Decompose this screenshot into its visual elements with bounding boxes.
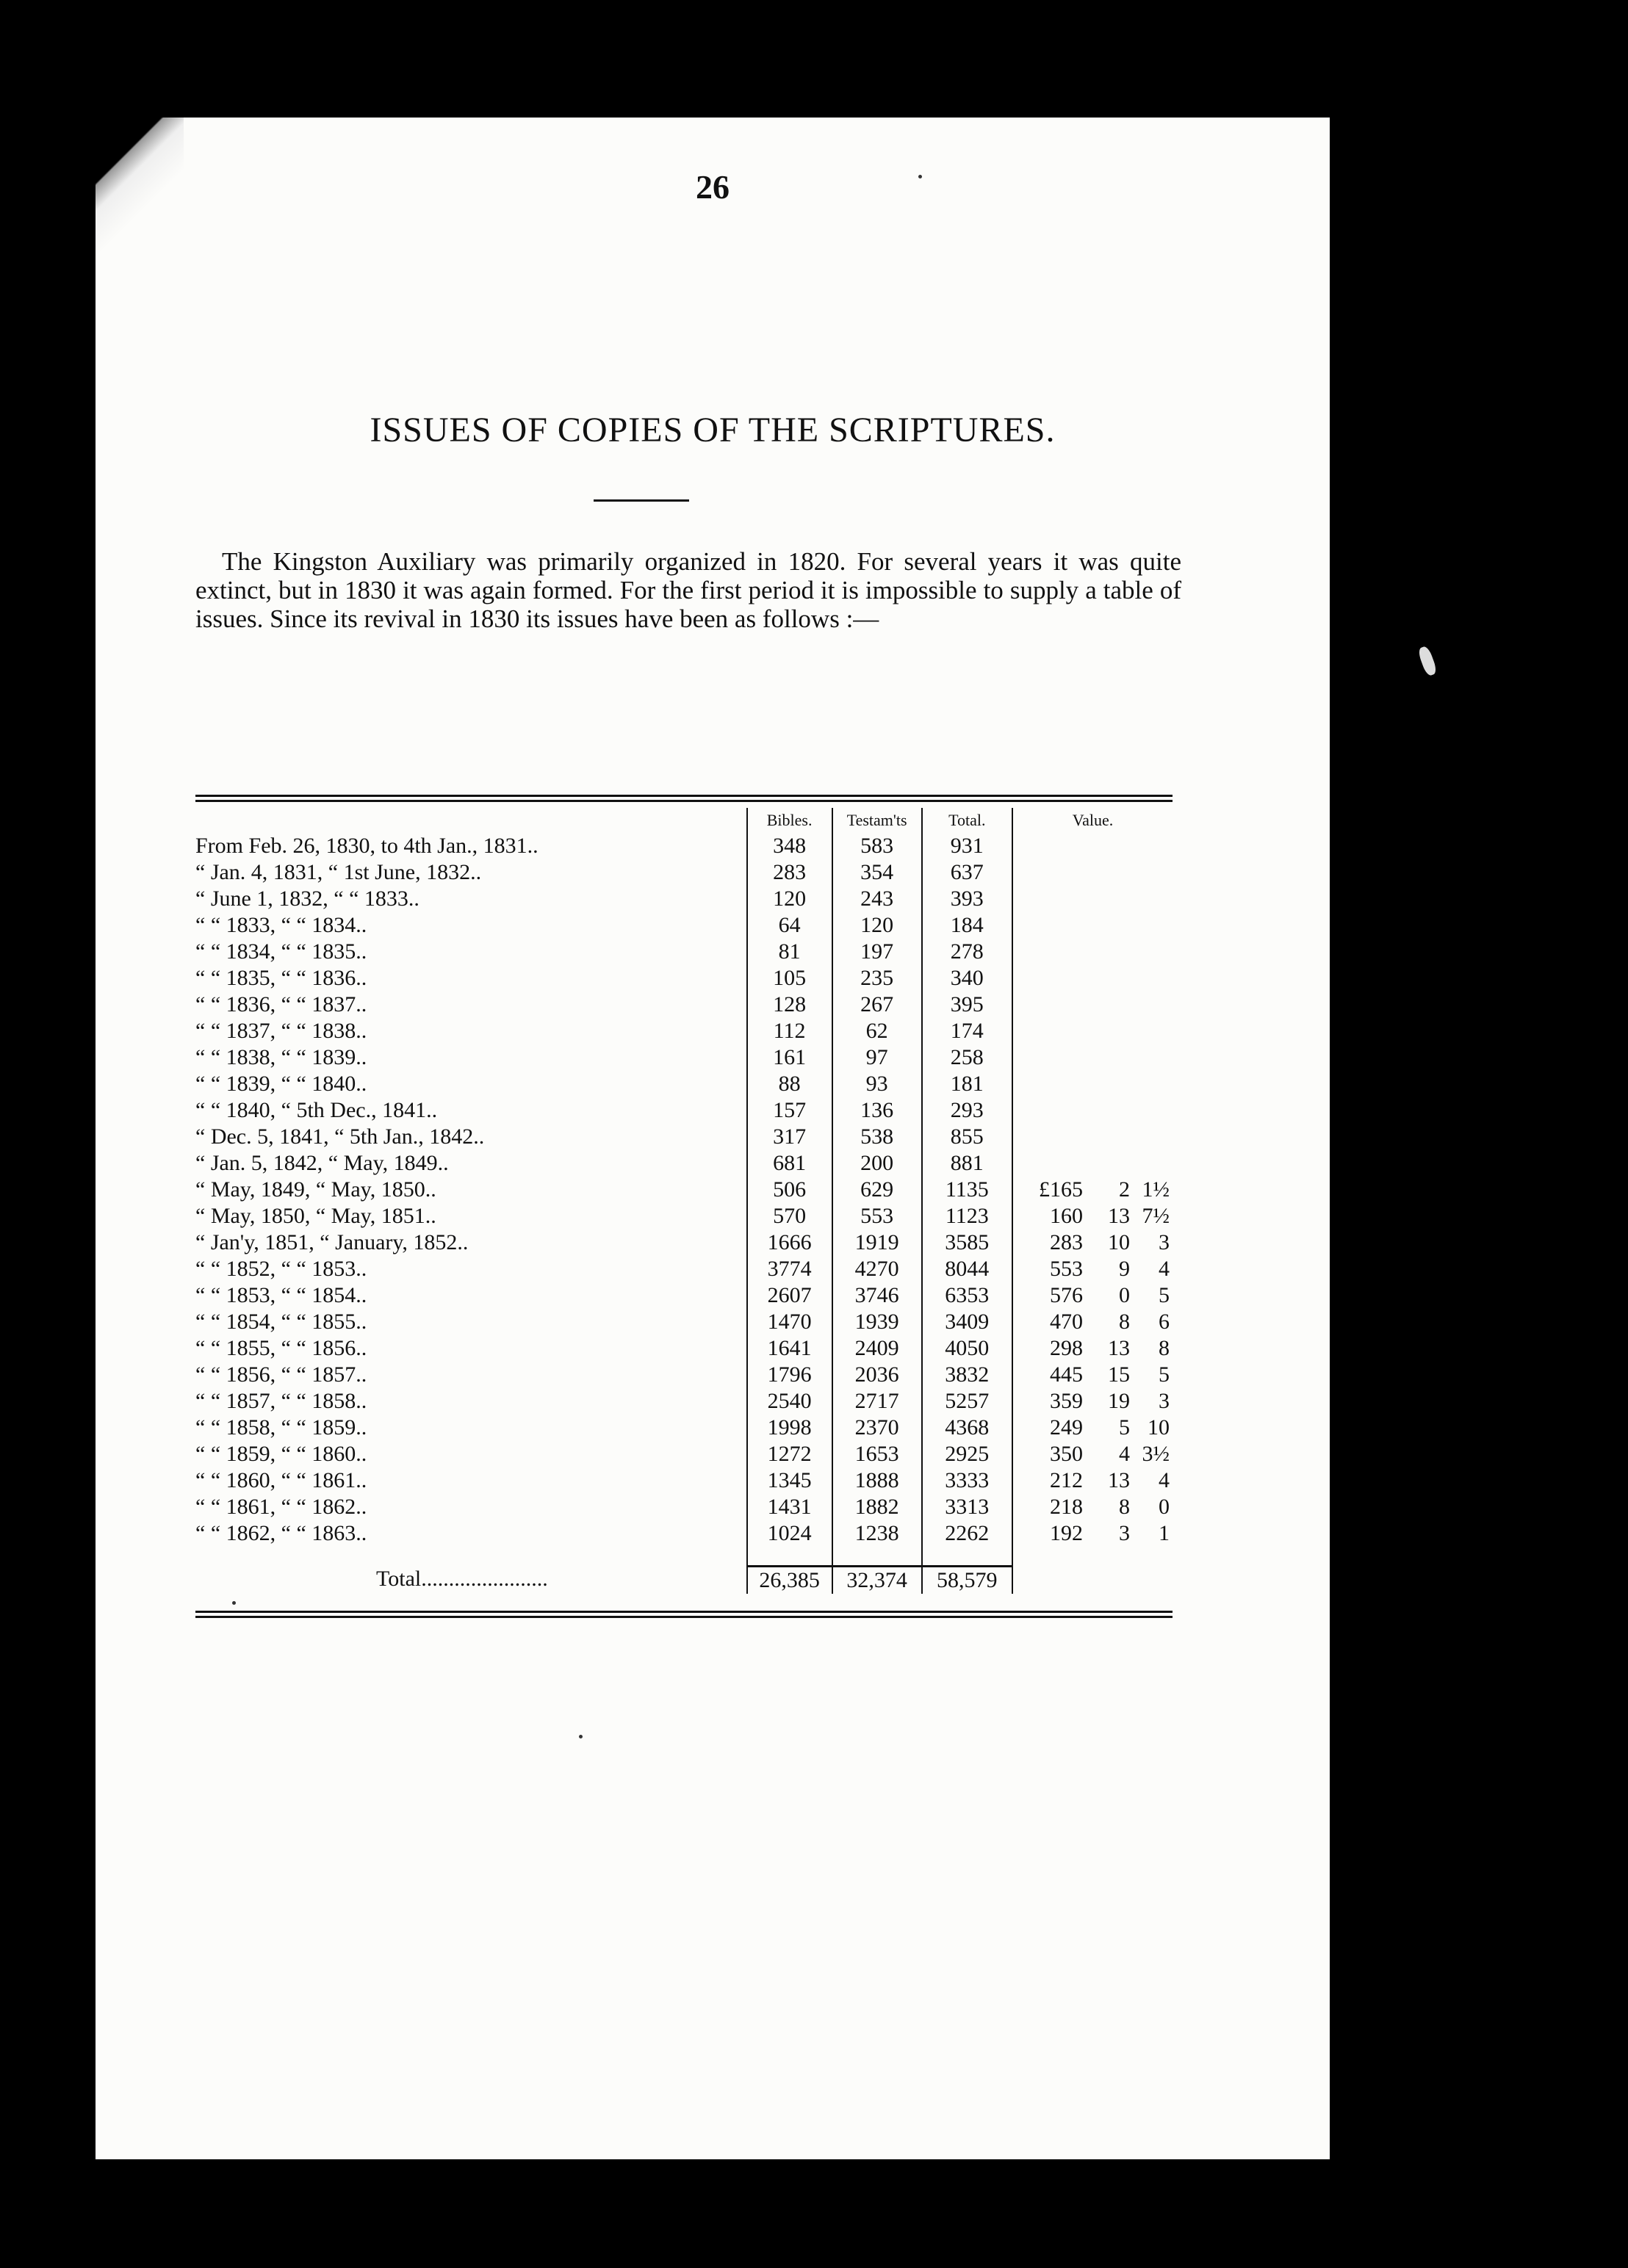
value-pounds: 553 xyxy=(1050,1257,1083,1281)
value-cell xyxy=(1012,1282,1173,1309)
value-pence: 3½ xyxy=(1142,1442,1170,1466)
value-shillings: 5 xyxy=(1119,1415,1130,1440)
bibles-cell: 120 xyxy=(747,886,832,912)
total-cell: 184 xyxy=(922,912,1012,939)
value-cell xyxy=(1012,1441,1173,1467)
total-cell: 6353 xyxy=(922,1282,1012,1309)
value-amount xyxy=(1013,1494,1173,1520)
value-cell xyxy=(1012,1362,1173,1388)
value-pence: 0 xyxy=(1159,1495,1170,1519)
header-value: Value. xyxy=(1012,808,1173,833)
value-amount xyxy=(1013,1520,1173,1547)
bibles-cell: 283 xyxy=(747,859,832,886)
testaments-cell: 354 xyxy=(832,859,922,886)
period-cell: “ “ 1834, “ “ 1835.. xyxy=(195,939,367,964)
value-amount xyxy=(1013,1203,1173,1229)
table-row xyxy=(195,1362,1173,1388)
testaments-cell: 2370 xyxy=(832,1415,922,1441)
value-pence: 1 xyxy=(1159,1521,1170,1545)
testaments-cell: 2036 xyxy=(832,1362,922,1388)
value-pounds: 576 xyxy=(1050,1283,1083,1307)
testaments-cell: 200 xyxy=(832,1150,922,1177)
table-top-rule xyxy=(195,795,1173,802)
testaments-cell: 583 xyxy=(832,833,922,859)
value-pounds: 283 xyxy=(1050,1230,1083,1254)
total-cell: 3313 xyxy=(922,1494,1012,1520)
testaments-cell: 2717 xyxy=(832,1388,922,1415)
testaments-cell: 1882 xyxy=(832,1494,922,1520)
value-shillings: 13 xyxy=(1108,1204,1130,1228)
total-cell: 258 xyxy=(922,1044,1012,1071)
value-shillings: 19 xyxy=(1108,1389,1130,1413)
period-cell: “ “ 1856, “ “ 1857.. xyxy=(195,1362,367,1387)
value-pounds: 298 xyxy=(1050,1336,1083,1360)
total-cell: 2925 xyxy=(922,1441,1012,1467)
period-cell: “ Jan. 4, 1831, “ 1st June, 1832.. xyxy=(195,860,482,884)
period-cell: “ “ 1860, “ “ 1861.. xyxy=(195,1468,367,1492)
table-row xyxy=(195,1177,1173,1203)
value-shillings: 13 xyxy=(1108,1336,1130,1360)
period-cell: “ Dec. 5, 1841, “ 5th Jan., 1842.. xyxy=(195,1124,485,1149)
table-row xyxy=(195,1124,1173,1150)
table-row xyxy=(195,859,1173,886)
value-shillings: 3 xyxy=(1119,1521,1130,1545)
total-cell: 8044 xyxy=(922,1256,1012,1282)
testaments-cell: 62 xyxy=(832,1018,922,1044)
bibles-cell: 128 xyxy=(747,992,832,1018)
period-cell: “ “ 1840, “ 5th Dec., 1841.. xyxy=(195,1098,438,1122)
value-pounds: 218 xyxy=(1050,1495,1083,1519)
value-pence: 1½ xyxy=(1142,1177,1170,1202)
bibles-cell: 64 xyxy=(747,912,832,939)
bibles-cell: 1272 xyxy=(747,1441,832,1467)
value-shillings: 2 xyxy=(1119,1177,1130,1202)
testaments-cell: 3746 xyxy=(832,1282,922,1309)
testaments-cell: 197 xyxy=(832,939,922,965)
value-pounds: 249 xyxy=(1050,1415,1083,1440)
value-amount xyxy=(1013,1335,1173,1362)
bibles-cell: 570 xyxy=(747,1203,832,1229)
period-cell: “ “ 1835, “ “ 1836.. xyxy=(195,966,367,990)
period-cell: “ “ 1854, “ “ 1855.. xyxy=(195,1310,367,1334)
testaments-cell: 120 xyxy=(832,912,922,939)
period-cell: “ “ 1837, “ “ 1838.. xyxy=(195,1019,367,1043)
value-cell xyxy=(1012,1177,1173,1203)
bibles-cell: 88 xyxy=(747,1071,832,1097)
total-cell: 1135 xyxy=(922,1177,1012,1203)
period-cell: “ “ 1836, “ “ 1837.. xyxy=(195,992,367,1016)
table-row xyxy=(195,886,1173,912)
value-shillings: 4 xyxy=(1119,1442,1130,1466)
value-pence: 5 xyxy=(1159,1362,1170,1387)
total-value xyxy=(1012,1547,1173,1594)
value-amount xyxy=(1013,1256,1173,1282)
total-cell: 881 xyxy=(922,1150,1012,1177)
total-cell: 4368 xyxy=(922,1415,1012,1441)
total-cell: 395 xyxy=(922,992,1012,1018)
value-cell xyxy=(1012,992,1173,1018)
value-pounds: 212 xyxy=(1050,1468,1083,1492)
value-cell xyxy=(1012,1520,1173,1547)
value-amount xyxy=(1013,1177,1173,1203)
value-pounds: 350 xyxy=(1050,1442,1083,1466)
period-cell: “ June 1, 1832, “ “ 1833.. xyxy=(195,886,419,911)
value-pence: 4 xyxy=(1159,1468,1170,1492)
value-shillings: 9 xyxy=(1119,1257,1130,1281)
total-cell: 855 xyxy=(922,1124,1012,1150)
period-cell: “ “ 1833, “ “ 1834.. xyxy=(195,913,367,937)
testaments-cell: 553 xyxy=(832,1203,922,1229)
table-row xyxy=(195,1229,1173,1256)
total-cell: 3409 xyxy=(922,1309,1012,1335)
testaments-cell: 267 xyxy=(832,992,922,1018)
value-shillings: 15 xyxy=(1108,1362,1130,1387)
period-cell: “ May, 1849, “ May, 1850.. xyxy=(195,1177,436,1202)
value-pence: 10 xyxy=(1148,1415,1170,1440)
testaments-cell: 1919 xyxy=(832,1229,922,1256)
table-row xyxy=(195,1467,1173,1494)
total-cell: 393 xyxy=(922,886,1012,912)
total-cell: 5257 xyxy=(922,1388,1012,1415)
value-cell xyxy=(1012,1415,1173,1441)
bibles-cell: 2607 xyxy=(747,1282,832,1309)
value-amount xyxy=(1013,1229,1173,1256)
value-pence: 3 xyxy=(1159,1389,1170,1413)
value-pence: 4 xyxy=(1159,1257,1170,1281)
value-cell xyxy=(1012,1256,1173,1282)
table-row xyxy=(195,1256,1173,1282)
testaments-cell: 136 xyxy=(832,1097,922,1124)
total-testaments: 32,374 xyxy=(833,1565,921,1594)
value-cell xyxy=(1012,1203,1173,1229)
testaments-cell: 538 xyxy=(832,1124,922,1150)
value-amount xyxy=(1013,1282,1173,1309)
value-pounds: 470 xyxy=(1050,1310,1083,1334)
testaments-cell: 2409 xyxy=(832,1335,922,1362)
title-rule xyxy=(594,499,689,502)
bibles-cell: 1024 xyxy=(747,1520,832,1547)
period-cell: “ Jan. 5, 1842, “ May, 1849.. xyxy=(195,1151,449,1175)
value-pence: 5 xyxy=(1159,1283,1170,1307)
value-cell xyxy=(1012,1335,1173,1362)
period-cell: “ “ 1858, “ “ 1859.. xyxy=(195,1415,367,1440)
bibles-cell: 1431 xyxy=(747,1494,832,1520)
value-cell xyxy=(1012,1071,1173,1097)
value-pounds: 445 xyxy=(1050,1362,1083,1387)
value-amount xyxy=(1013,1467,1173,1494)
testaments-cell: 235 xyxy=(832,965,922,992)
value-cell xyxy=(1012,859,1173,886)
value-cell xyxy=(1012,1467,1173,1494)
bibles-cell: 3774 xyxy=(747,1256,832,1282)
value-shillings: 10 xyxy=(1108,1230,1130,1254)
table-row xyxy=(195,1282,1173,1309)
total-cell: 2262 xyxy=(922,1520,1012,1547)
table-row xyxy=(195,1441,1173,1467)
testaments-cell: 629 xyxy=(832,1177,922,1203)
table-row xyxy=(195,965,1173,992)
intro-paragraph xyxy=(195,547,1181,633)
scan-dot xyxy=(579,1735,583,1738)
table-body xyxy=(195,833,1173,1547)
table-row xyxy=(195,1150,1173,1177)
value-cell xyxy=(1012,1124,1173,1150)
intro-text: The Kingston Auxiliary was primarily organized in 1820. For several years it was quite extinct, but in 1830 it was again formed. For the first period it is impossible to supply a table of issues. Since its revival in 1830 its issues have been as follows :— xyxy=(195,547,1181,633)
value-cell xyxy=(1012,1309,1173,1335)
value-pounds: 160 xyxy=(1050,1204,1083,1228)
bibles-cell: 81 xyxy=(747,939,832,965)
value-cell xyxy=(1012,1494,1173,1520)
period-cell: “ “ 1839, “ “ 1840.. xyxy=(195,1072,367,1096)
bibles-cell: 1345 xyxy=(747,1467,832,1494)
testaments-cell: 93 xyxy=(832,1071,922,1097)
total-cell: 3585 xyxy=(922,1229,1012,1256)
total-cell: 637 xyxy=(922,859,1012,886)
total-cell: 174 xyxy=(922,1018,1012,1044)
period-cell: “ “ 1838, “ “ 1839.. xyxy=(195,1045,367,1069)
issues-table xyxy=(195,808,1173,1594)
table-header-row xyxy=(195,808,1173,833)
scan-speck xyxy=(1417,645,1438,676)
total-cell: 4050 xyxy=(922,1335,1012,1362)
bibles-cell: 681 xyxy=(747,1150,832,1177)
value-amount xyxy=(1013,1388,1173,1415)
value-cell xyxy=(1012,965,1173,992)
period-cell: “ “ 1853, “ “ 1854.. xyxy=(195,1283,367,1307)
testaments-cell: 4270 xyxy=(832,1256,922,1282)
bibles-cell: 105 xyxy=(747,965,832,992)
total-total: 58,579 xyxy=(923,1565,1012,1594)
value-pence: 3 xyxy=(1159,1230,1170,1254)
value-pence: 6 xyxy=(1159,1310,1170,1334)
page-title: ISSUES OF COPIES OF THE SCRIPTURES. xyxy=(370,411,1056,449)
value-amount xyxy=(1013,1309,1173,1335)
testaments-cell: 1238 xyxy=(832,1520,922,1547)
table-row xyxy=(195,1388,1173,1415)
value-pounds: 192 xyxy=(1050,1521,1083,1545)
value-amount xyxy=(1013,1441,1173,1467)
total-cell: 3832 xyxy=(922,1362,1012,1388)
bibles-cell: 317 xyxy=(747,1124,832,1150)
value-cell xyxy=(1012,1018,1173,1044)
header-total: Total. xyxy=(922,808,1012,833)
value-cell xyxy=(1012,1097,1173,1124)
value-amount xyxy=(1013,1415,1173,1441)
value-pounds: 359 xyxy=(1050,1389,1083,1413)
total-cell: 293 xyxy=(922,1097,1012,1124)
total-total-cell xyxy=(922,1547,1012,1594)
period-cell: “ “ 1861, “ “ 1862.. xyxy=(195,1495,367,1519)
period-cell: “ “ 1862, “ “ 1863.. xyxy=(195,1521,367,1545)
table-row xyxy=(195,1071,1173,1097)
total-label: Total....................... xyxy=(376,1567,548,1591)
table-row xyxy=(195,833,1173,859)
table-row xyxy=(195,912,1173,939)
table-row xyxy=(195,1520,1173,1547)
page-number: 26 xyxy=(696,168,730,206)
value-cell xyxy=(1012,833,1173,859)
bibles-cell: 1998 xyxy=(747,1415,832,1441)
total-testaments-cell xyxy=(832,1547,922,1594)
bibles-cell: 1470 xyxy=(747,1309,832,1335)
value-shillings: 13 xyxy=(1108,1468,1130,1492)
table-row xyxy=(195,1494,1173,1520)
value-shillings: 8 xyxy=(1119,1310,1130,1334)
testaments-cell: 1888 xyxy=(832,1467,922,1494)
testaments-cell: 1653 xyxy=(832,1441,922,1467)
bibles-cell: 1641 xyxy=(747,1335,832,1362)
value-cell xyxy=(1012,912,1173,939)
bibles-cell: 348 xyxy=(747,833,832,859)
value-shillings: 8 xyxy=(1119,1495,1130,1519)
total-bibles: 26,385 xyxy=(748,1565,832,1594)
header-testaments: Testam'ts xyxy=(832,808,922,833)
table-row xyxy=(195,1415,1173,1441)
total-cell: 1123 xyxy=(922,1203,1012,1229)
table-bottom-rule xyxy=(195,1611,1173,1618)
table-row xyxy=(195,1203,1173,1229)
value-cell xyxy=(1012,1229,1173,1256)
testaments-cell: 97 xyxy=(832,1044,922,1071)
total-bibles-cell xyxy=(747,1547,832,1594)
value-pounds: £165 xyxy=(1039,1177,1083,1202)
testaments-cell: 243 xyxy=(832,886,922,912)
header-period xyxy=(195,808,747,833)
bibles-cell: 2540 xyxy=(747,1388,832,1415)
bibles-cell: 112 xyxy=(747,1018,832,1044)
table-row xyxy=(195,1097,1173,1124)
total-cell: 3333 xyxy=(922,1467,1012,1494)
period-cell: “ Jan'y, 1851, “ January, 1852.. xyxy=(195,1230,469,1254)
total-cell: 181 xyxy=(922,1071,1012,1097)
bibles-cell: 161 xyxy=(747,1044,832,1071)
value-cell xyxy=(1012,939,1173,965)
bibles-cell: 157 xyxy=(747,1097,832,1124)
value-cell xyxy=(1012,1388,1173,1415)
value-pence: 7½ xyxy=(1142,1204,1170,1228)
table-row xyxy=(195,1018,1173,1044)
bibles-cell: 1796 xyxy=(747,1362,832,1388)
value-cell xyxy=(1012,886,1173,912)
value-amount xyxy=(1013,1362,1173,1388)
period-cell: From Feb. 26, 1830, to 4th Jan., 1831.. xyxy=(195,834,539,858)
table-row xyxy=(195,992,1173,1018)
table-row xyxy=(195,1309,1173,1335)
period-cell: “ “ 1857, “ “ 1858.. xyxy=(195,1389,367,1413)
period-cell: “ “ 1852, “ “ 1853.. xyxy=(195,1257,367,1281)
table-row xyxy=(195,1044,1173,1071)
bibles-cell: 506 xyxy=(747,1177,832,1203)
period-cell: “ “ 1855, “ “ 1856.. xyxy=(195,1336,367,1360)
table-row xyxy=(195,1335,1173,1362)
total-row xyxy=(195,1547,1173,1594)
scan-dot xyxy=(232,1601,236,1605)
value-shillings: 0 xyxy=(1119,1283,1130,1307)
period-cell: “ May, 1850, “ May, 1851.. xyxy=(195,1204,436,1228)
bibles-cell: 1666 xyxy=(747,1229,832,1256)
total-cell: 931 xyxy=(922,833,1012,859)
value-cell xyxy=(1012,1044,1173,1071)
total-cell: 340 xyxy=(922,965,1012,992)
total-cell: 278 xyxy=(922,939,1012,965)
period-cell: “ “ 1859, “ “ 1860.. xyxy=(195,1442,367,1466)
header-bibles: Bibles. xyxy=(747,808,832,833)
testaments-cell: 1939 xyxy=(832,1309,922,1335)
value-pence: 8 xyxy=(1159,1336,1170,1360)
value-cell xyxy=(1012,1150,1173,1177)
table-row xyxy=(195,939,1173,965)
